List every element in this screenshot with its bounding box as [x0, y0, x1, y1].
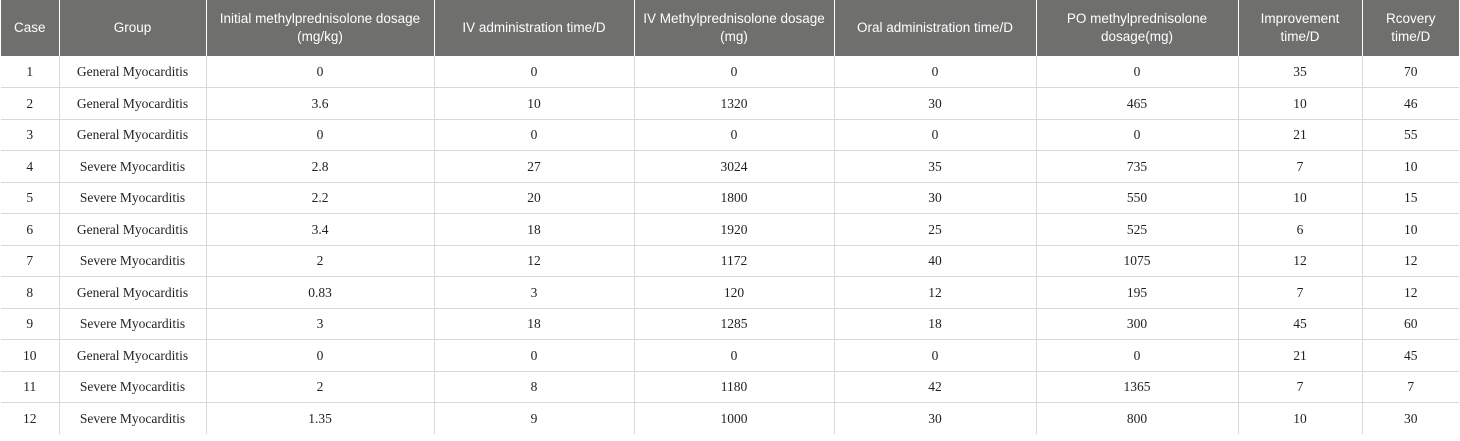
column-header-iv-admin-time: IV administration time/D [434, 0, 634, 56]
cell-improvement-time: 7 [1238, 371, 1362, 403]
cell-case: 10 [1, 340, 59, 372]
table-body [1, 56, 1459, 434]
cell-improvement-time: 12 [1238, 245, 1362, 277]
cell-po-dosage: 550 [1036, 182, 1238, 214]
cell-improvement-time: 10 [1238, 403, 1362, 435]
cell-recovery-time: 46 [1362, 88, 1459, 120]
column-header-group: Group [59, 0, 206, 56]
cell-iv-admin-time: 0 [434, 56, 634, 88]
cell-case: 9 [1, 308, 59, 340]
cell-po-dosage: 735 [1036, 151, 1238, 183]
column-header-iv-dosage: IV Methylprednisolone dosage (mg) [634, 0, 834, 56]
cell-iv-dosage: 1180 [634, 371, 834, 403]
table-row [1, 403, 1459, 435]
cell-oral-admin-time: 30 [834, 403, 1036, 435]
cell-case: 2 [1, 88, 59, 120]
cell-initial-dosage: 2 [206, 245, 434, 277]
cell-initial-dosage: 3 [206, 308, 434, 340]
cell-case: 4 [1, 151, 59, 183]
table-row [1, 308, 1459, 340]
cell-case: 3 [1, 119, 59, 151]
cell-initial-dosage: 0 [206, 56, 434, 88]
cell-oral-admin-time: 40 [834, 245, 1036, 277]
table-row [1, 182, 1459, 214]
table-row [1, 340, 1459, 372]
column-header-initial-dosage: Initial methylprednisolone dosage (mg/kg) [206, 0, 434, 56]
cell-group: Severe Myocarditis [59, 151, 206, 183]
cell-initial-dosage: 0.83 [206, 277, 434, 309]
cell-oral-admin-time: 0 [834, 340, 1036, 372]
cell-oral-admin-time: 30 [834, 182, 1036, 214]
table-row [1, 371, 1459, 403]
cell-recovery-time: 12 [1362, 277, 1459, 309]
cell-group: General Myocarditis [59, 119, 206, 151]
cell-improvement-time: 21 [1238, 119, 1362, 151]
table-row [1, 245, 1459, 277]
cell-recovery-time: 12 [1362, 245, 1459, 277]
cell-recovery-time: 60 [1362, 308, 1459, 340]
cell-recovery-time: 10 [1362, 151, 1459, 183]
cell-initial-dosage: 3.4 [206, 214, 434, 246]
table-row [1, 214, 1459, 246]
cell-initial-dosage: 0 [206, 119, 434, 151]
cell-initial-dosage: 2.2 [206, 182, 434, 214]
cell-oral-admin-time: 18 [834, 308, 1036, 340]
column-header-recovery-time: Rcovery time/D [1362, 0, 1459, 56]
cell-po-dosage: 1365 [1036, 371, 1238, 403]
cell-group: General Myocarditis [59, 88, 206, 120]
clinical-data-table [1, 0, 1459, 434]
cell-case: 8 [1, 277, 59, 309]
cell-iv-admin-time: 0 [434, 340, 634, 372]
cell-po-dosage: 1075 [1036, 245, 1238, 277]
cell-oral-admin-time: 0 [834, 56, 1036, 88]
cell-iv-dosage: 1320 [634, 88, 834, 120]
cell-iv-dosage: 0 [634, 119, 834, 151]
cell-recovery-time: 55 [1362, 119, 1459, 151]
cell-initial-dosage: 2.8 [206, 151, 434, 183]
cell-iv-dosage: 1000 [634, 403, 834, 435]
cell-recovery-time: 15 [1362, 182, 1459, 214]
cell-iv-admin-time: 18 [434, 308, 634, 340]
cell-initial-dosage: 2 [206, 371, 434, 403]
cell-oral-admin-time: 12 [834, 277, 1036, 309]
cell-po-dosage: 0 [1036, 340, 1238, 372]
cell-group: Severe Myocarditis [59, 245, 206, 277]
cell-group: General Myocarditis [59, 56, 206, 88]
cell-po-dosage: 0 [1036, 119, 1238, 151]
cell-case: 5 [1, 182, 59, 214]
cell-recovery-time: 30 [1404, 410, 1418, 426]
cell-recovery-time: 7 [1362, 371, 1459, 403]
cell-initial-dosage: 0 [206, 340, 434, 372]
cell-po-dosage: 0 [1036, 56, 1238, 88]
cell-iv-dosage: 1285 [634, 308, 834, 340]
cell-iv-dosage: 1172 [634, 245, 834, 277]
cell-iv-dosage: 0 [634, 56, 834, 88]
column-header-improvement-time: Improvement time/D [1238, 0, 1362, 56]
cell-oral-admin-time: 25 [834, 214, 1036, 246]
column-header-oral-admin-time: Oral administration time/D [834, 0, 1036, 56]
cell-case: 11 [1, 371, 59, 403]
cell-iv-admin-time: 0 [434, 119, 634, 151]
cell-case: 1 [1, 56, 59, 88]
cell-improvement-time: 10 [1238, 182, 1362, 214]
cell-case: 12 [1, 403, 59, 435]
cell-iv-admin-time: 27 [434, 151, 634, 183]
cell-po-dosage: 800 [1036, 403, 1238, 435]
cell-initial-dosage: 1.35 [206, 403, 434, 435]
cell-po-dosage: 465 [1036, 88, 1238, 120]
cell-group: General Myocarditis [59, 340, 206, 372]
cell-case: 6 [1, 214, 59, 246]
table-row [1, 119, 1459, 151]
table-header-row [1, 0, 1459, 56]
cell-group: General Myocarditis [59, 214, 206, 246]
column-header-case: Case [1, 0, 59, 56]
cell-iv-dosage: 0 [634, 340, 834, 372]
cell-group: Severe Myocarditis [59, 403, 206, 435]
cell-case: 7 [1, 245, 59, 277]
cell-initial-dosage: 3.6 [206, 88, 434, 120]
cell-oral-admin-time: 0 [834, 119, 1036, 151]
cell-group: Severe Myocarditis [59, 371, 206, 403]
cell-group: General Myocarditis [59, 277, 206, 309]
cell-improvement-time: 7 [1238, 277, 1362, 309]
table-row [1, 151, 1459, 183]
table-row [1, 56, 1459, 88]
cell-recovery-time: 10 [1362, 214, 1459, 246]
cell-improvement-time: 45 [1238, 308, 1362, 340]
cell-po-dosage: 525 [1036, 214, 1238, 246]
cell-oral-admin-time: 30 [834, 88, 1036, 120]
cell-iv-dosage: 1800 [634, 182, 834, 214]
cell-oral-admin-time: 42 [834, 371, 1036, 403]
table-header [1, 0, 1459, 56]
cell-iv-admin-time: 18 [434, 214, 634, 246]
cell-iv-admin-time: 12 [434, 245, 634, 277]
cell-iv-dosage: 3024 [634, 151, 834, 183]
cell-group: Severe Myocarditis [59, 308, 206, 340]
cell-iv-dosage: 120 [634, 277, 834, 309]
column-header-po-dosage: PO methylprednisolone dosage(mg) [1036, 0, 1238, 56]
cell-group: Severe Myocarditis [59, 182, 206, 214]
cell-iv-admin-time: 9 [434, 403, 634, 435]
cell-iv-admin-time: 8 [434, 371, 634, 403]
cell-improvement-time: 21 [1238, 340, 1362, 372]
cell-improvement-time: 7 [1238, 151, 1362, 183]
cell-recovery-time: 45 [1362, 340, 1459, 372]
cell-iv-admin-time: 3 [434, 277, 634, 309]
cell-iv-dosage: 1920 [634, 214, 834, 246]
cell-improvement-time: 6 [1238, 214, 1362, 246]
table-row [1, 277, 1459, 309]
cell-iv-admin-time: 20 [434, 182, 634, 214]
cell-improvement-time: 35 [1238, 56, 1362, 88]
table-row [1, 88, 1459, 120]
cell-po-dosage: 195 [1036, 277, 1238, 309]
cell-improvement-time: 10 [1238, 88, 1362, 120]
cell-oral-admin-time: 35 [834, 151, 1036, 183]
cell-recovery-time: 70 [1362, 56, 1459, 88]
cell-po-dosage: 300 [1036, 308, 1238, 340]
cell-iv-admin-time: 10 [434, 88, 634, 120]
